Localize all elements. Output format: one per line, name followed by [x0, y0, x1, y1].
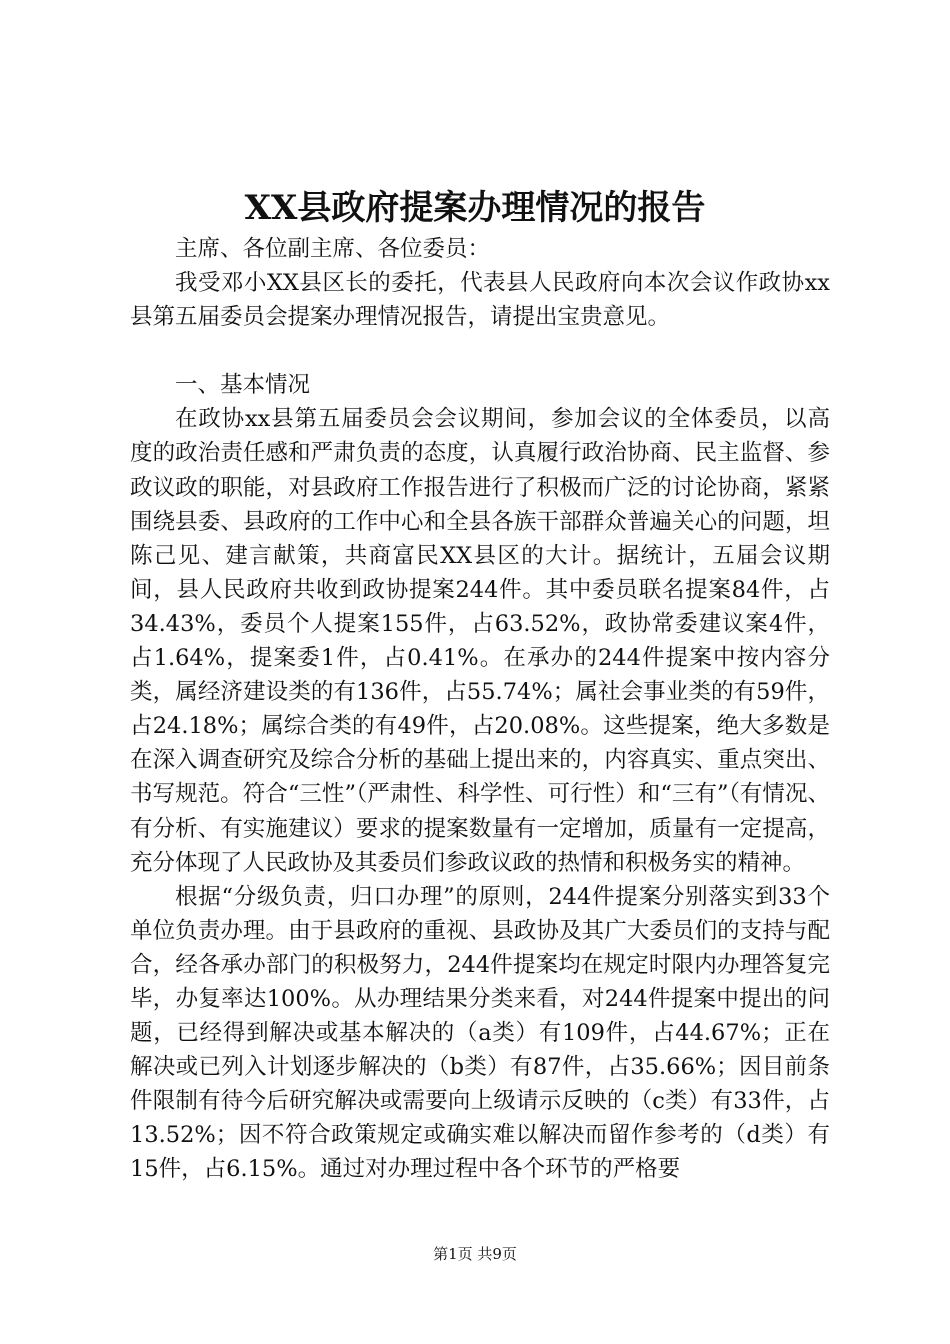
document-title: XX县政府提案办理情况的报告 — [244, 188, 706, 228]
page-footer: 第1页 共9页 — [433, 1245, 517, 1263]
document-body — [130, 232, 830, 1187]
salutation-paragraph: 主席、各位副主席、各位委员： — [175, 236, 491, 262]
section-heading: 一、基本情况 — [175, 372, 311, 399]
intro-paragraph: 我受邓小XX县区长的委托，代表县人民政府向本次会议作政协xx县第五届委员会提案办理情况报告，请提出宝贵意见。 — [130, 270, 830, 331]
body-paragraph: 在政协xx县第五届委员会会议期间，参加会议的全体委员，以高度的政治责任感和严肃负责的态度，认真履行政治协商、民主监督、参政议政的职能，对县政府工作报告进行了积极而广泛的讨论协商，紧紧围绕县委、县政府的工作中心和全县各族干部群众普遍关心的问题，坦陈己见、建言献策，共商富民XX县区的大计。据统计，五届会议期间，县人民政府共收到政协提案244件。其中委员联名提案84件，占34.43%，委员个人提案155件，占63.52%，政协常委建议案4件，占1.64%，提案委1件，占0.41%。在承办的244件提案中按内容分类，属经济建设类的有136件，占55.74%；属社会事业类的有59件，占24.18%；属综合类的有49件，占20.08%。这些提案，绝大多数是在深入调查研究及综合分析的基础上提出来的，内容真实、重点突出、书写规范。符合“三性”（严肃性、科学性、可行性）和“三有”（有情况、有分析、有实施建议）要求的提案数量有一定增加，质量有一定提高，充分体现了人民政协及其委员们参政议政的热情和积极务实的精神。 — [130, 406, 830, 876]
body-paragraph: 根据“分级负责，归口办理”的原则，244件提案分别落实到33个单位负责办理。由于县政府的重视、县政协及其广大委员们的支持与配合，经各承办部门的积极努力，244件提案均在规定时限内办理答复完毕，办复率达100%。从办理结果分类来看，对244件提案中提出的问题，已经得到解决或基本解决的（a类）有109件，占44.67%；正在解决或已列入计划逐步解决的（b类）有87件，占35.66%；因目前条件限制有待今后研究解决或需要向上级请示反映的（c类）有33件，占13.52%；因不符合政策规定或确实难以解决而留作参考的（d类）有15件，占6.15%。通过对办理过程中各个环节的严格要 — [130, 883, 830, 1183]
